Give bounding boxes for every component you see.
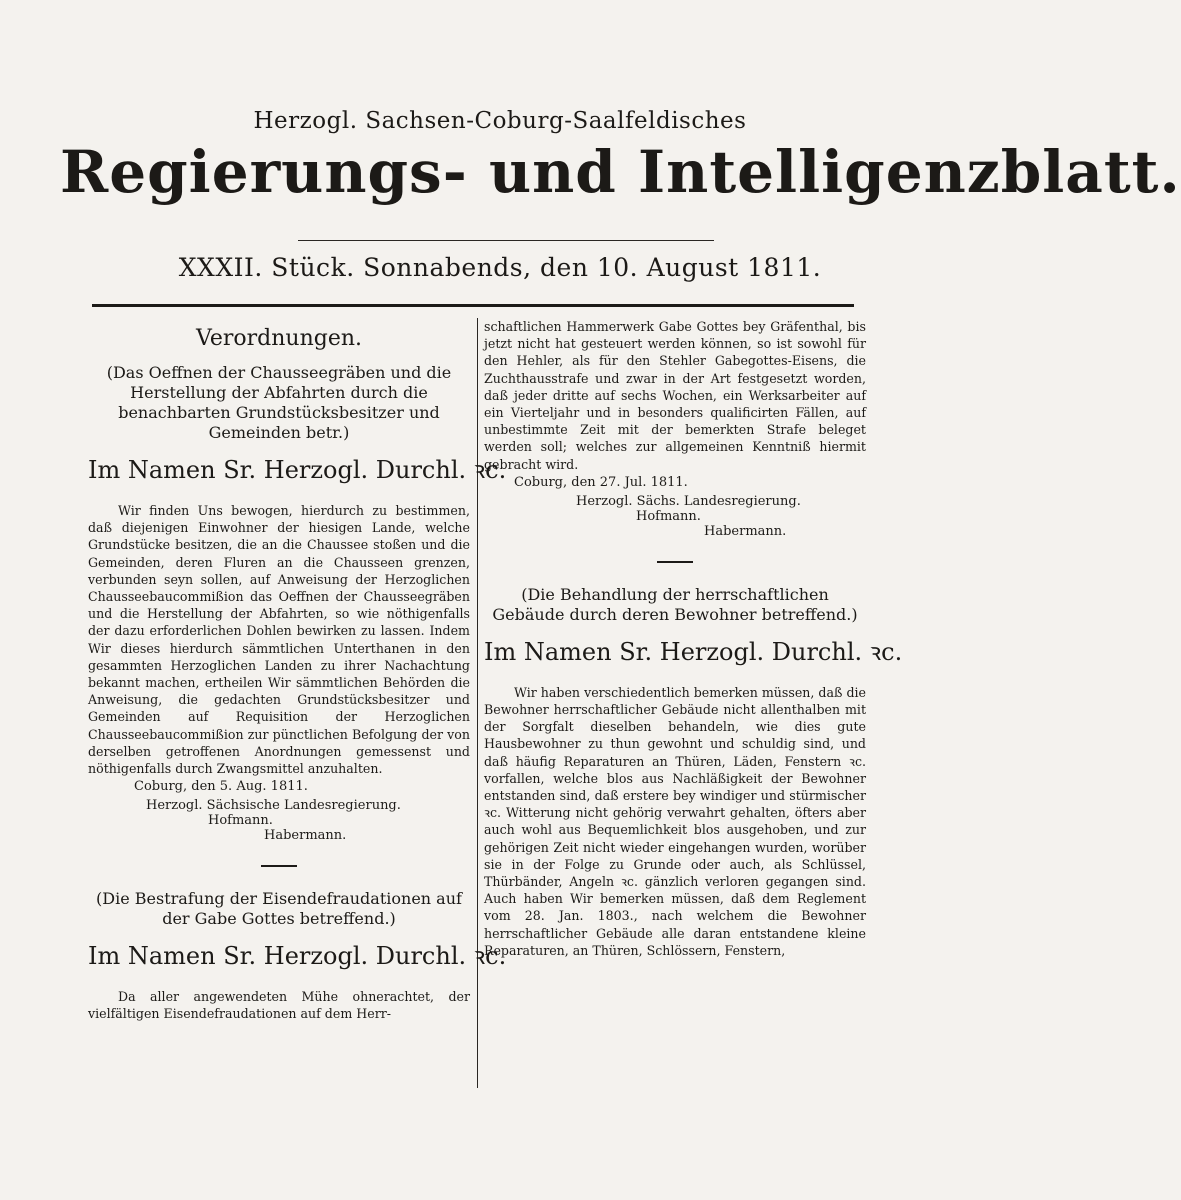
signatory: Habermann.: [264, 828, 347, 844]
ordinance-subject: (Das Oeffnen der Chausseegräben und die Herstellung der Abfahrten durch die benachbarten Grundstücksbesitzer und Gemeinden betr.): [106, 363, 452, 442]
masthead-rule: [298, 240, 714, 241]
issuing-authority: Herzogl. Sächsische Landesregierung.: [146, 798, 401, 814]
signatory: Hofmann.: [636, 508, 701, 524]
signatory: Hofmann.: [208, 813, 273, 829]
section-heading: Verordnungen.: [195, 326, 363, 351]
section-separator: [261, 865, 297, 867]
ordinance-heading: Im Namen Sr. Herzogl. Durchl. ꝛc.: [484, 637, 903, 666]
ordinance-subject: (Die Behandlung der herrschaftlichen Gebäude durch deren Bewohner betreffend.): [492, 584, 858, 624]
ordinance-heading: Im Namen Sr. Herzogl. Durchl. ꝛc.: [88, 942, 507, 971]
left-column: [88, 318, 507, 1023]
issuing-authority: Herzogl. Sächs. Landesregierung.: [576, 493, 801, 509]
masthead-title: Regierungs- und Intelligenzblatt.: [60, 138, 1181, 206]
ordinance-body: Wir finden Uns bewogen, hierdurch zu bestimmen, daß diejenigen Einwohner der hiesigen Lande, welche Grundstücke besitzen, die an die Chaussee stoßen und die Gemeinden, deren Fluren an die Chausseen grenzen, verbunden seyn sollen, auf Anweisung der Herzoglichen Chausseebaucommißion das Oeffnen der Chausseegräben und die Herstellung der Abfahrten, so wie nöthigenfalls der dazu erforderlichen Dohlen bewirken zu lassen. Indem Wir dieses hierdurch sämmtlichen Unterthanen in den gesammten Herzoglichen Landen zu ihrer Nachachtung bekannt machen, ertheilen Wir sämmtlichen Behörden die Anweisung, die gedachten Grundstücksbesitzer und Gemeinden auf Requisition der Herzoglichen Chausseebaucommißion zur pünctlichen Befolgung der von derselben getroffenen Anordnungen gemessenst und nöthigenfalls durch Zwangsmittel anzuhalten.: [88, 503, 470, 777]
dateline: Coburg, den 27. Jul. 1811.: [514, 474, 688, 490]
ordinance-subject: (Die Bestrafung der Eisendefraudationen auf der Gabe Gottes betreffend.): [96, 889, 462, 929]
ordinance-body: Da aller angewendeten Mühe ohnerachtet, der vielfältigen Eisendefraudationen auf dem Herr-: [88, 989, 470, 1022]
dateline: Coburg, den 5. Aug. 1811.: [134, 779, 308, 795]
masthead-pretitle: Herzogl. Sachsen-Coburg-Saalfeldisches: [253, 108, 747, 134]
ordinance-heading: Im Namen Sr. Herzogl. Durchl. ꝛc.: [88, 456, 507, 484]
signatory: Habermann.: [704, 523, 787, 539]
column-divider: [477, 318, 478, 1088]
header-rule: [92, 304, 854, 307]
right-column: [484, 318, 903, 959]
issue-line: XXXII. Stück. Sonnabends, den 10. August 1811.: [178, 253, 822, 282]
section-separator: [657, 561, 693, 563]
ordinance-body: Wir haben verschiedentlich bemerken müssen, daß die Bewohner herrschaftlicher Gebäude nicht allenthalben mit der Sorgfalt dieselben behandeln, wie dies gute Hausbewohner zu thun gewohnt und schuldig sind, und daß häufig Reparaturen an Thüren, Läden, Fenstern ꝛc. vorfallen, welche blos aus Nachläßigkeit der Bewohner entstanden sind, daß erstere bey windiger und stürmischer ꝛc. Witterung nicht gehörig verwahrt gehalten, öfters aber auch wohl aus Bequemlichkeit blos ausgehoben, und zur gehörigen Zeit nicht wieder eingehangen wurden, worüber sie in der Folge zu Grunde oder auch, als Schlüssel, Thürbänder, Angeln ꝛc. gänzlich verloren gegangen sind. Auch haben Wir bemerken müssen, daß dem Reglement vom 28. Jan. 1803., nach welchem die Bewohner herrschaftlicher Gebäude alle daran entstandene kleine Reparaturen, an Thüren, Schlössern, Fenstern,: [484, 684, 866, 958]
ordinance-body-continued: schaftlichen Hammerwerk Gabe Gottes bey Gräfenthal, bis jetzt nicht hat gesteuert werden können, so ist sowohl für den Hehler, als für den Stehler Gabegottes-Eisens, die Zuchthausstrafe und zwar in der Art festgesetzt worden, daß jeder dritte auf sechs Wochen, ein Werksarbeiter auf ein Vierteljahr und in besonders qualificirten Fällen, auf unbestimmte Zeit mit der bemerkten Strafe beleget werden soll; welches zur allgemeinen Kenntniß hiermit gebracht wird.: [484, 319, 866, 472]
